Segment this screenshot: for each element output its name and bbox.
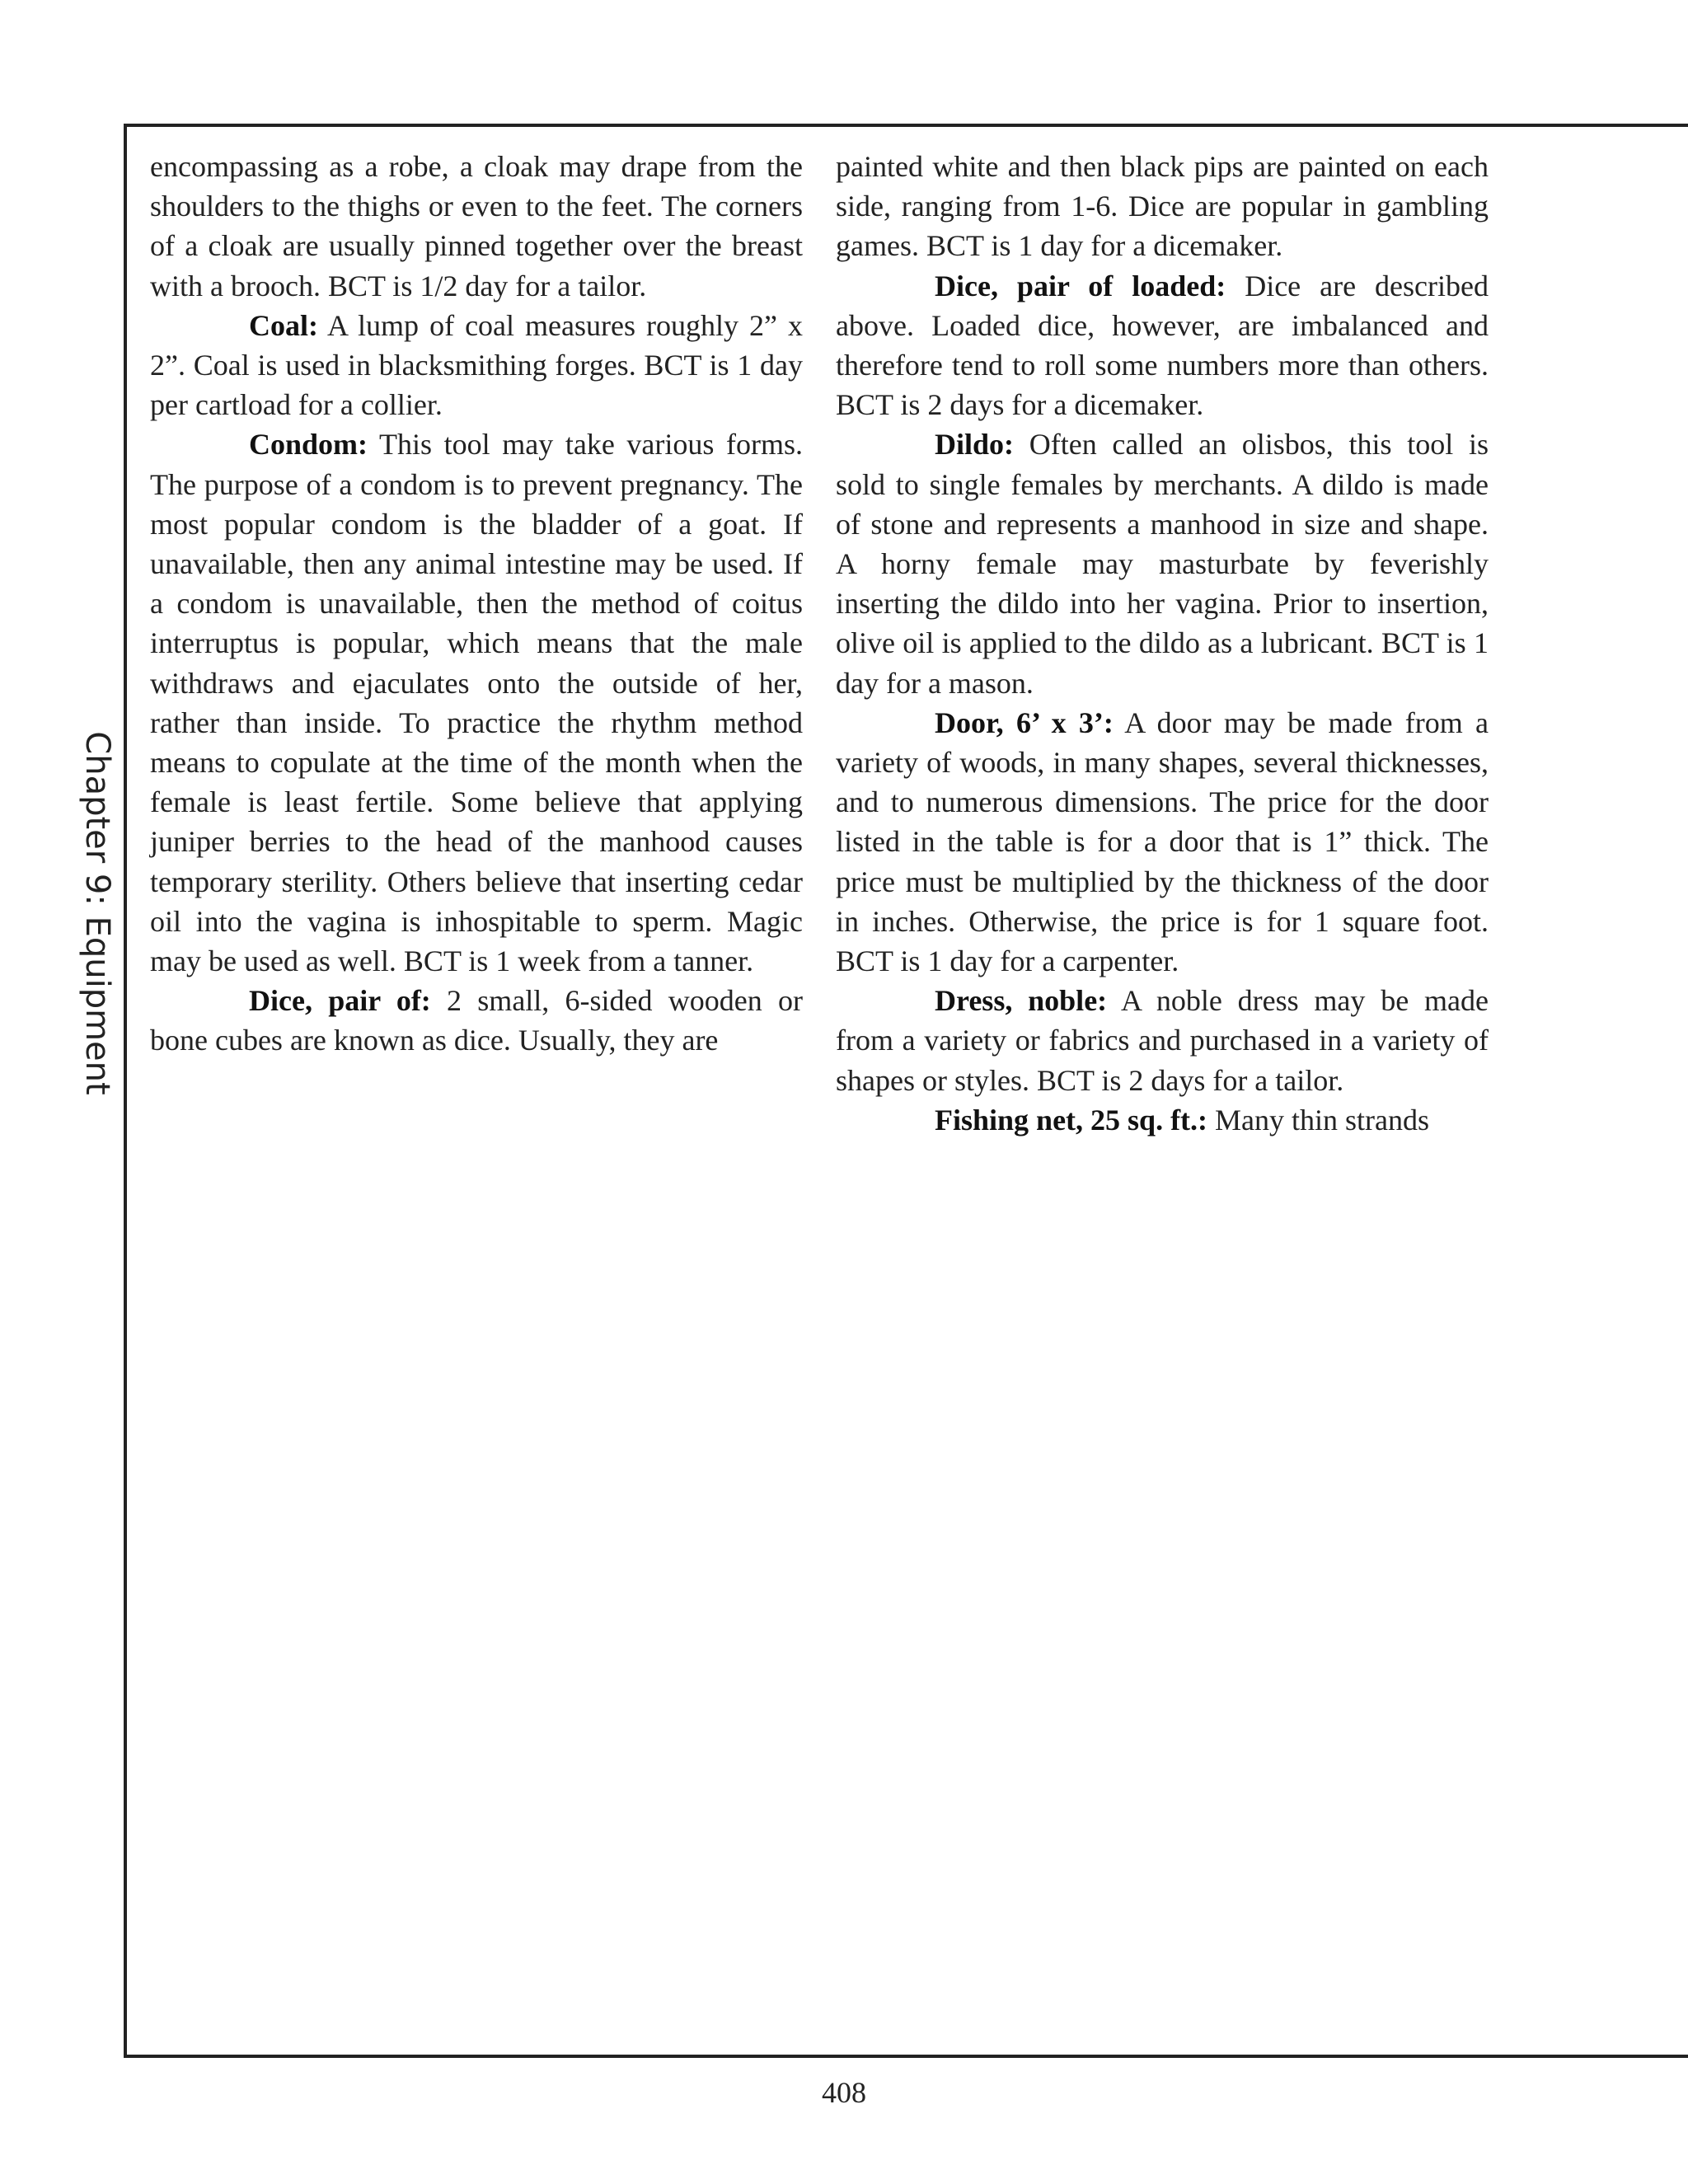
left-text-column <box>150 147 803 1061</box>
entry-text: A door may be made from a variety of woods, in many shapes, several thicknesses, and to numerous dimensions. The price for the door listed in the table is for a door that is 1” thick. The price must be multiplied by the thickness of the door in inches. Otherwise, the price is for 1 square foot. BCT is 1 day for a carpenter. <box>836 705 1489 978</box>
entry-condom <box>150 424 803 981</box>
entry-term: Dice, pair of: <box>249 984 431 1018</box>
paragraph-text: painted white and then black pips are painted on each side, ranging from 1-6. Dice are popular in gambling games. BCT is 1 day for a dicemaker. <box>836 150 1489 263</box>
entry-term: Fishing net, 25 sq. ft.: <box>935 1103 1208 1137</box>
paragraph-text: encompassing as a robe, a cloak may drape from the shoulders to the thighs or even to the feet. The corners of a cloak are usually pinned together over the breast with a brooch. BCT is 1/2 day for a tailor. <box>150 150 803 302</box>
right-text-column <box>836 147 1489 1140</box>
chapter-side-label: Chapter 9: Equipment <box>78 731 116 1095</box>
entry-term: Door, 6’ x 3’: <box>935 705 1114 739</box>
entry-text: A lump of coal measures roughly 2” x 2”. Coal is used in blacksmithing forges. BCT is 1 day per cartload for a collier. <box>150 308 803 422</box>
entry-fishing-net <box>836 1100 1489 1140</box>
entry-dress-noble <box>836 981 1489 1100</box>
entry-text: Dice are described above. Loaded dice, however, are imbalanced and therefore tend to roll some numbers more than others. BCT is 2 days for a dicemaker. <box>836 269 1489 422</box>
entry-text: Many thin strands <box>1207 1103 1430 1137</box>
entry-term: Dress, noble: <box>935 984 1108 1018</box>
entry-term: Dildo: <box>935 428 1015 462</box>
entry-dildo <box>836 424 1489 702</box>
paragraph-cloak-continued <box>150 147 803 306</box>
paragraph-dice-continued <box>836 147 1489 266</box>
entry-term: Dice, pair of loaded: <box>935 269 1226 302</box>
entry-term: Coal: <box>249 308 318 342</box>
entry-door <box>836 703 1489 981</box>
page-number: 408 <box>822 2076 866 2109</box>
entry-text: A noble dress may be made from a variety or fabrics and purchased in a variety of shapes or styles. BCT is 2 days for a tailor. <box>836 984 1489 1097</box>
entry-text: Often called an olisbos, this tool is sold to single females by merchants. A dildo is made of stone and represents a manhood in size and shape. A horny female may masturbate by feverishly inserting the dildo into her vagina. Prior to insertion, olive oil is applied to the dildo as a lubricant. BCT is 1 day for a mason. <box>836 428 1489 700</box>
entry-dice <box>150 981 803 1060</box>
entry-coal <box>150 306 803 425</box>
entry-term: Condom: <box>249 428 368 462</box>
entry-text: This tool may take various forms. The purpose of a condom is to prevent pregnancy. The most popular condom is the bladder of a goat. If unavailable, then any animal intestine may be used. If a condom is unavailable, then the method of coitus interruptus is popular, which means that the male withdraws and ejaculates onto the outside of her, rather than inside. To practice the rhythm method means to copulate at the time of the month when the female is least fertile. Some believe that applying juniper berries to the head of the manhood causes temporary sterility. Others believe that inserting cedar oil into the vagina is inhospitable to sperm. Magic may be used as well. BCT is 1 week from a tanner. <box>150 428 803 978</box>
entry-loaded-dice <box>836 266 1489 425</box>
entry-text: 2 small, 6-sided wooden or bone cubes are known as dice. Usually, they are <box>150 984 803 1057</box>
